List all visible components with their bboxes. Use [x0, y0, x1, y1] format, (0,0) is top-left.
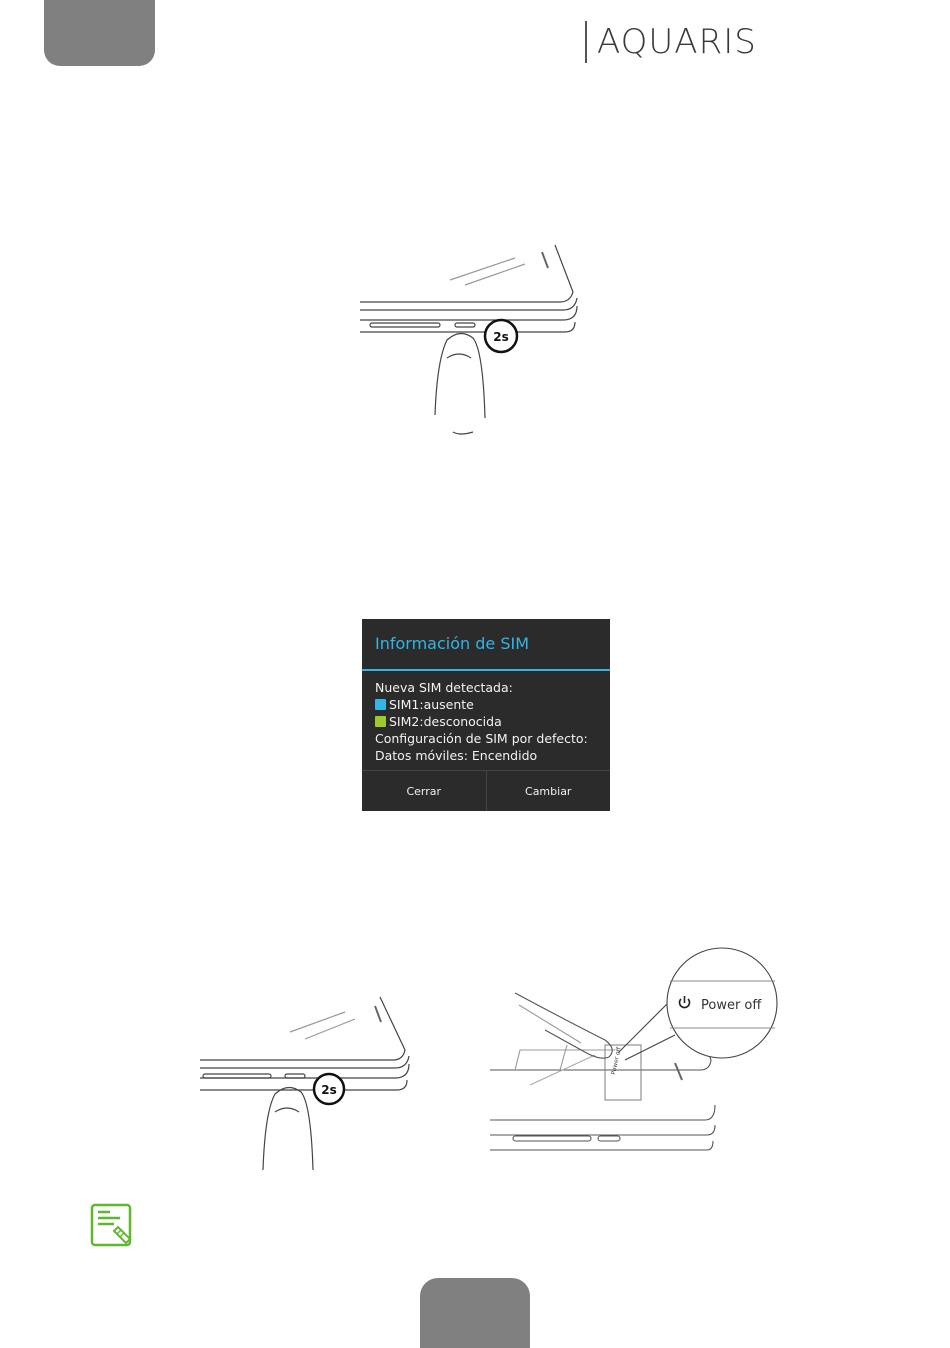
dialog-divider — [362, 669, 610, 671]
brand-name: AQUARIS — [597, 22, 757, 62]
dialog-button-bar — [362, 770, 610, 811]
sim2-row — [375, 713, 588, 730]
dialog-body — [375, 679, 588, 764]
sim2-status: SIM2:desconocida — [389, 714, 502, 729]
press-power-illustration — [355, 240, 585, 440]
sim1-status: SIM1:ausente — [389, 697, 474, 712]
page-number-tab — [420, 1278, 530, 1348]
timer-label: 2s — [321, 1083, 337, 1097]
power-off-option: Power off — [701, 998, 762, 1013]
dialog-line-default-config: Configuración de SIM por defecto: — [375, 731, 588, 746]
dialog-title: Información de SIM — [375, 634, 529, 653]
sim-card-icon — [375, 699, 386, 710]
power-off-illustration — [485, 945, 785, 1160]
page-corner-tab — [44, 0, 155, 66]
dialog-line-mobile-data: Datos móviles: Encendido — [375, 748, 538, 763]
change-button[interactable]: Cambiar — [486, 771, 611, 811]
sim-info-dialog — [362, 619, 610, 811]
timer-label: 2s — [493, 330, 509, 344]
press-power-illustration-2 — [195, 992, 415, 1182]
brand-divider — [585, 21, 587, 63]
sim-card-icon — [375, 716, 386, 727]
note-icon — [90, 1203, 134, 1247]
close-button[interactable]: Cerrar — [406, 784, 442, 798]
power-off-screen-label: Power off — [610, 1046, 623, 1076]
sim1-row — [375, 696, 588, 713]
brand-logo — [585, 20, 757, 64]
dialog-line-new-sim: Nueva SIM detectada: — [375, 680, 513, 695]
